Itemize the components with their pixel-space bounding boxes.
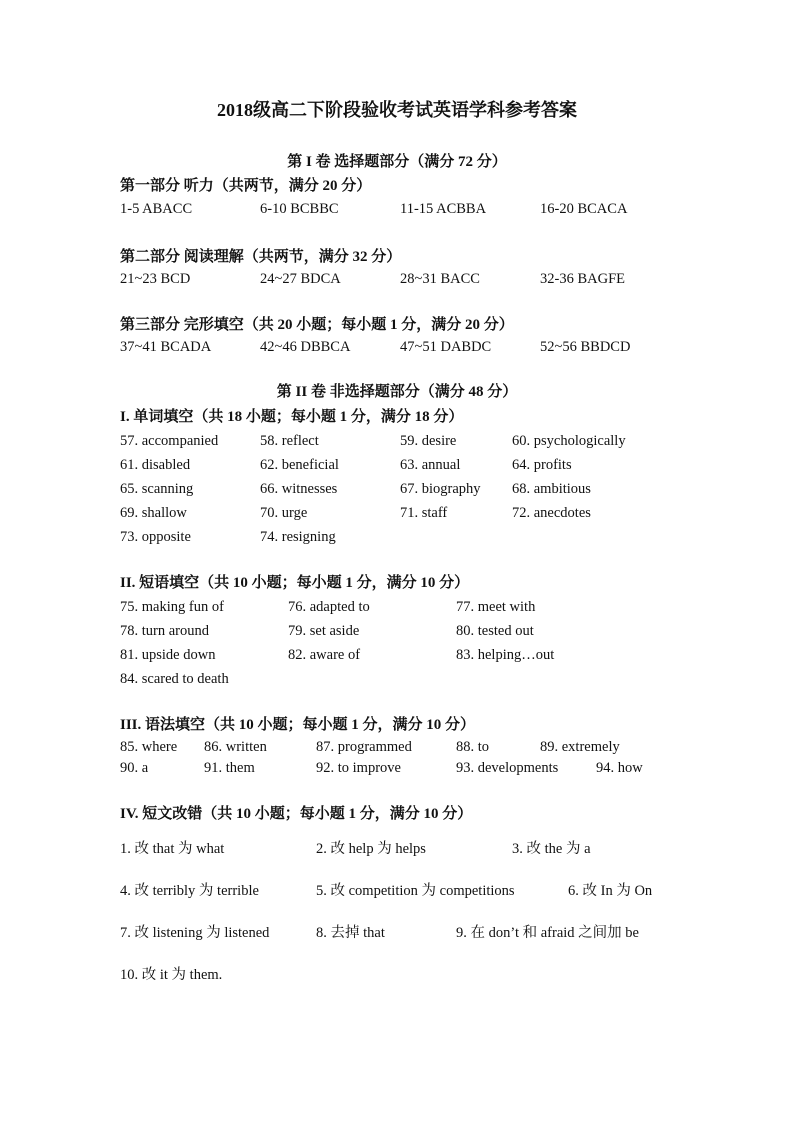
grammar-answer: 92. to improve [316,760,401,776]
correction-answer: 6. 改 In 为 On [568,883,653,899]
word-answer: 67. biography [400,481,481,497]
grammar-answer: 91. them [204,760,255,776]
volume2-heading: 第 II 卷 非选择题部分（满分 48 分） [276,384,518,400]
phrase-answer: 76. adapted to [288,599,370,615]
part2-answer: 32-36 BAGFE [540,271,625,287]
part1-answer: 6-10 BCBBC [260,201,339,217]
correction-answer: 2. 改 help 为 helps [316,841,426,857]
correction-answer: 1. 改 that 为 what [120,841,225,857]
word-answer: 62. beneficial [260,457,339,473]
phrase-answer: 83. helping…out [456,647,555,663]
volume1-heading: 第 I 卷 选择题部分（满分 72 分） [287,154,507,170]
part3-heading: 第三部分 完形填空（共 20 小题；每小题 1 分，满分 20 分） [120,317,514,333]
part2-heading: 第二部分 阅读理解（共两节，满分 32 分） [120,249,402,265]
part2-answer: 24~27 BDCA [260,271,341,287]
part2-answer: 28~31 BACC [400,271,480,287]
word-answer: 66. witnesses [260,481,338,497]
grammar-answer: 86. written [204,739,267,755]
word-answer: 73. opposite [120,529,191,545]
grammar-answer: 94. how [596,760,643,776]
grammar-answer: 90. a [120,760,149,776]
grammar-answer: 93. developments [456,760,559,776]
word-answer: 71. staff [400,505,448,521]
word-answer: 58. reflect [260,433,319,449]
grammar-answer: 89. extremely [540,739,620,755]
part3-answer: 37~41 BCADA [120,339,212,355]
phrase-answer: 84. scared to death [120,671,229,687]
section1-heading: I. 单词填空（共 18 小题；每小题 1 分，满分 18 分） [120,409,464,425]
part1-answer: 11-15 ACBBA [400,201,487,217]
phrase-answer: 81. upside down [120,647,216,663]
part3-answer: 52~56 BBDCD [540,339,631,355]
phrase-answer: 75. making fun of [120,599,224,615]
word-answer: 64. profits [512,457,572,473]
word-answer: 72. anecdotes [512,505,591,521]
part1-heading: 第一部分 听力（共两节，满分 20 分） [120,178,372,194]
correction-answer: 8. 去掉 that [316,925,385,941]
page-title: 2018级高二下阶段验收考试英语学科参考答案 [217,100,577,120]
word-answer: 63. annual [400,457,461,473]
part3-answer: 42~46 DBBCA [260,339,351,355]
section4-heading: IV. 短文改错（共 10 小题；每小题 1 分，满分 10 分） [120,806,473,822]
correction-answer: 3. 改 the 为 a [512,841,591,857]
word-answer: 57. accompanied [120,433,219,449]
correction-answer: 9. 在 don’t 和 afraid 之间加 be [456,925,639,941]
phrase-answer: 80. tested out [456,623,534,639]
part1-answer: 1-5 ABACC [120,201,193,217]
phrase-answer: 77. meet with [456,599,536,615]
part3-answer: 47~51 DABDC [400,339,492,355]
word-answer: 74. resigning [260,529,336,545]
correction-answer: 4. 改 terribly 为 terrible [120,883,259,899]
correction-answer: 10. 改 it 为 them. [120,967,223,983]
word-answer: 59. desire [400,433,457,449]
word-answer: 68. ambitious [512,481,591,497]
part2-answer: 21~23 BCD [120,271,191,287]
section3-heading: III. 语法填空（共 10 小题；每小题 1 分，满分 10 分） [120,717,476,733]
grammar-answer: 85. where [120,739,178,755]
word-answer: 70. urge [260,505,308,521]
phrase-answer: 78. turn around [120,623,209,639]
section2-heading: II. 短语填空（共 10 小题；每小题 1 分，满分 10 分） [120,575,470,591]
grammar-answer: 87. programmed [316,739,412,755]
part1-answer: 16-20 BCACA [540,201,628,217]
word-answer: 61. disabled [120,457,191,473]
correction-answer: 5. 改 competition 为 competitions [316,883,515,899]
phrase-answer: 79. set aside [288,623,360,639]
phrase-answer: 82. aware of [288,647,361,663]
correction-answer: 7. 改 listening 为 listened [120,925,270,941]
word-answer: 60. psychologically [512,433,626,449]
word-answer: 65. scanning [120,481,194,497]
word-answer: 69. shallow [120,505,187,521]
grammar-answer: 88. to [456,739,490,755]
